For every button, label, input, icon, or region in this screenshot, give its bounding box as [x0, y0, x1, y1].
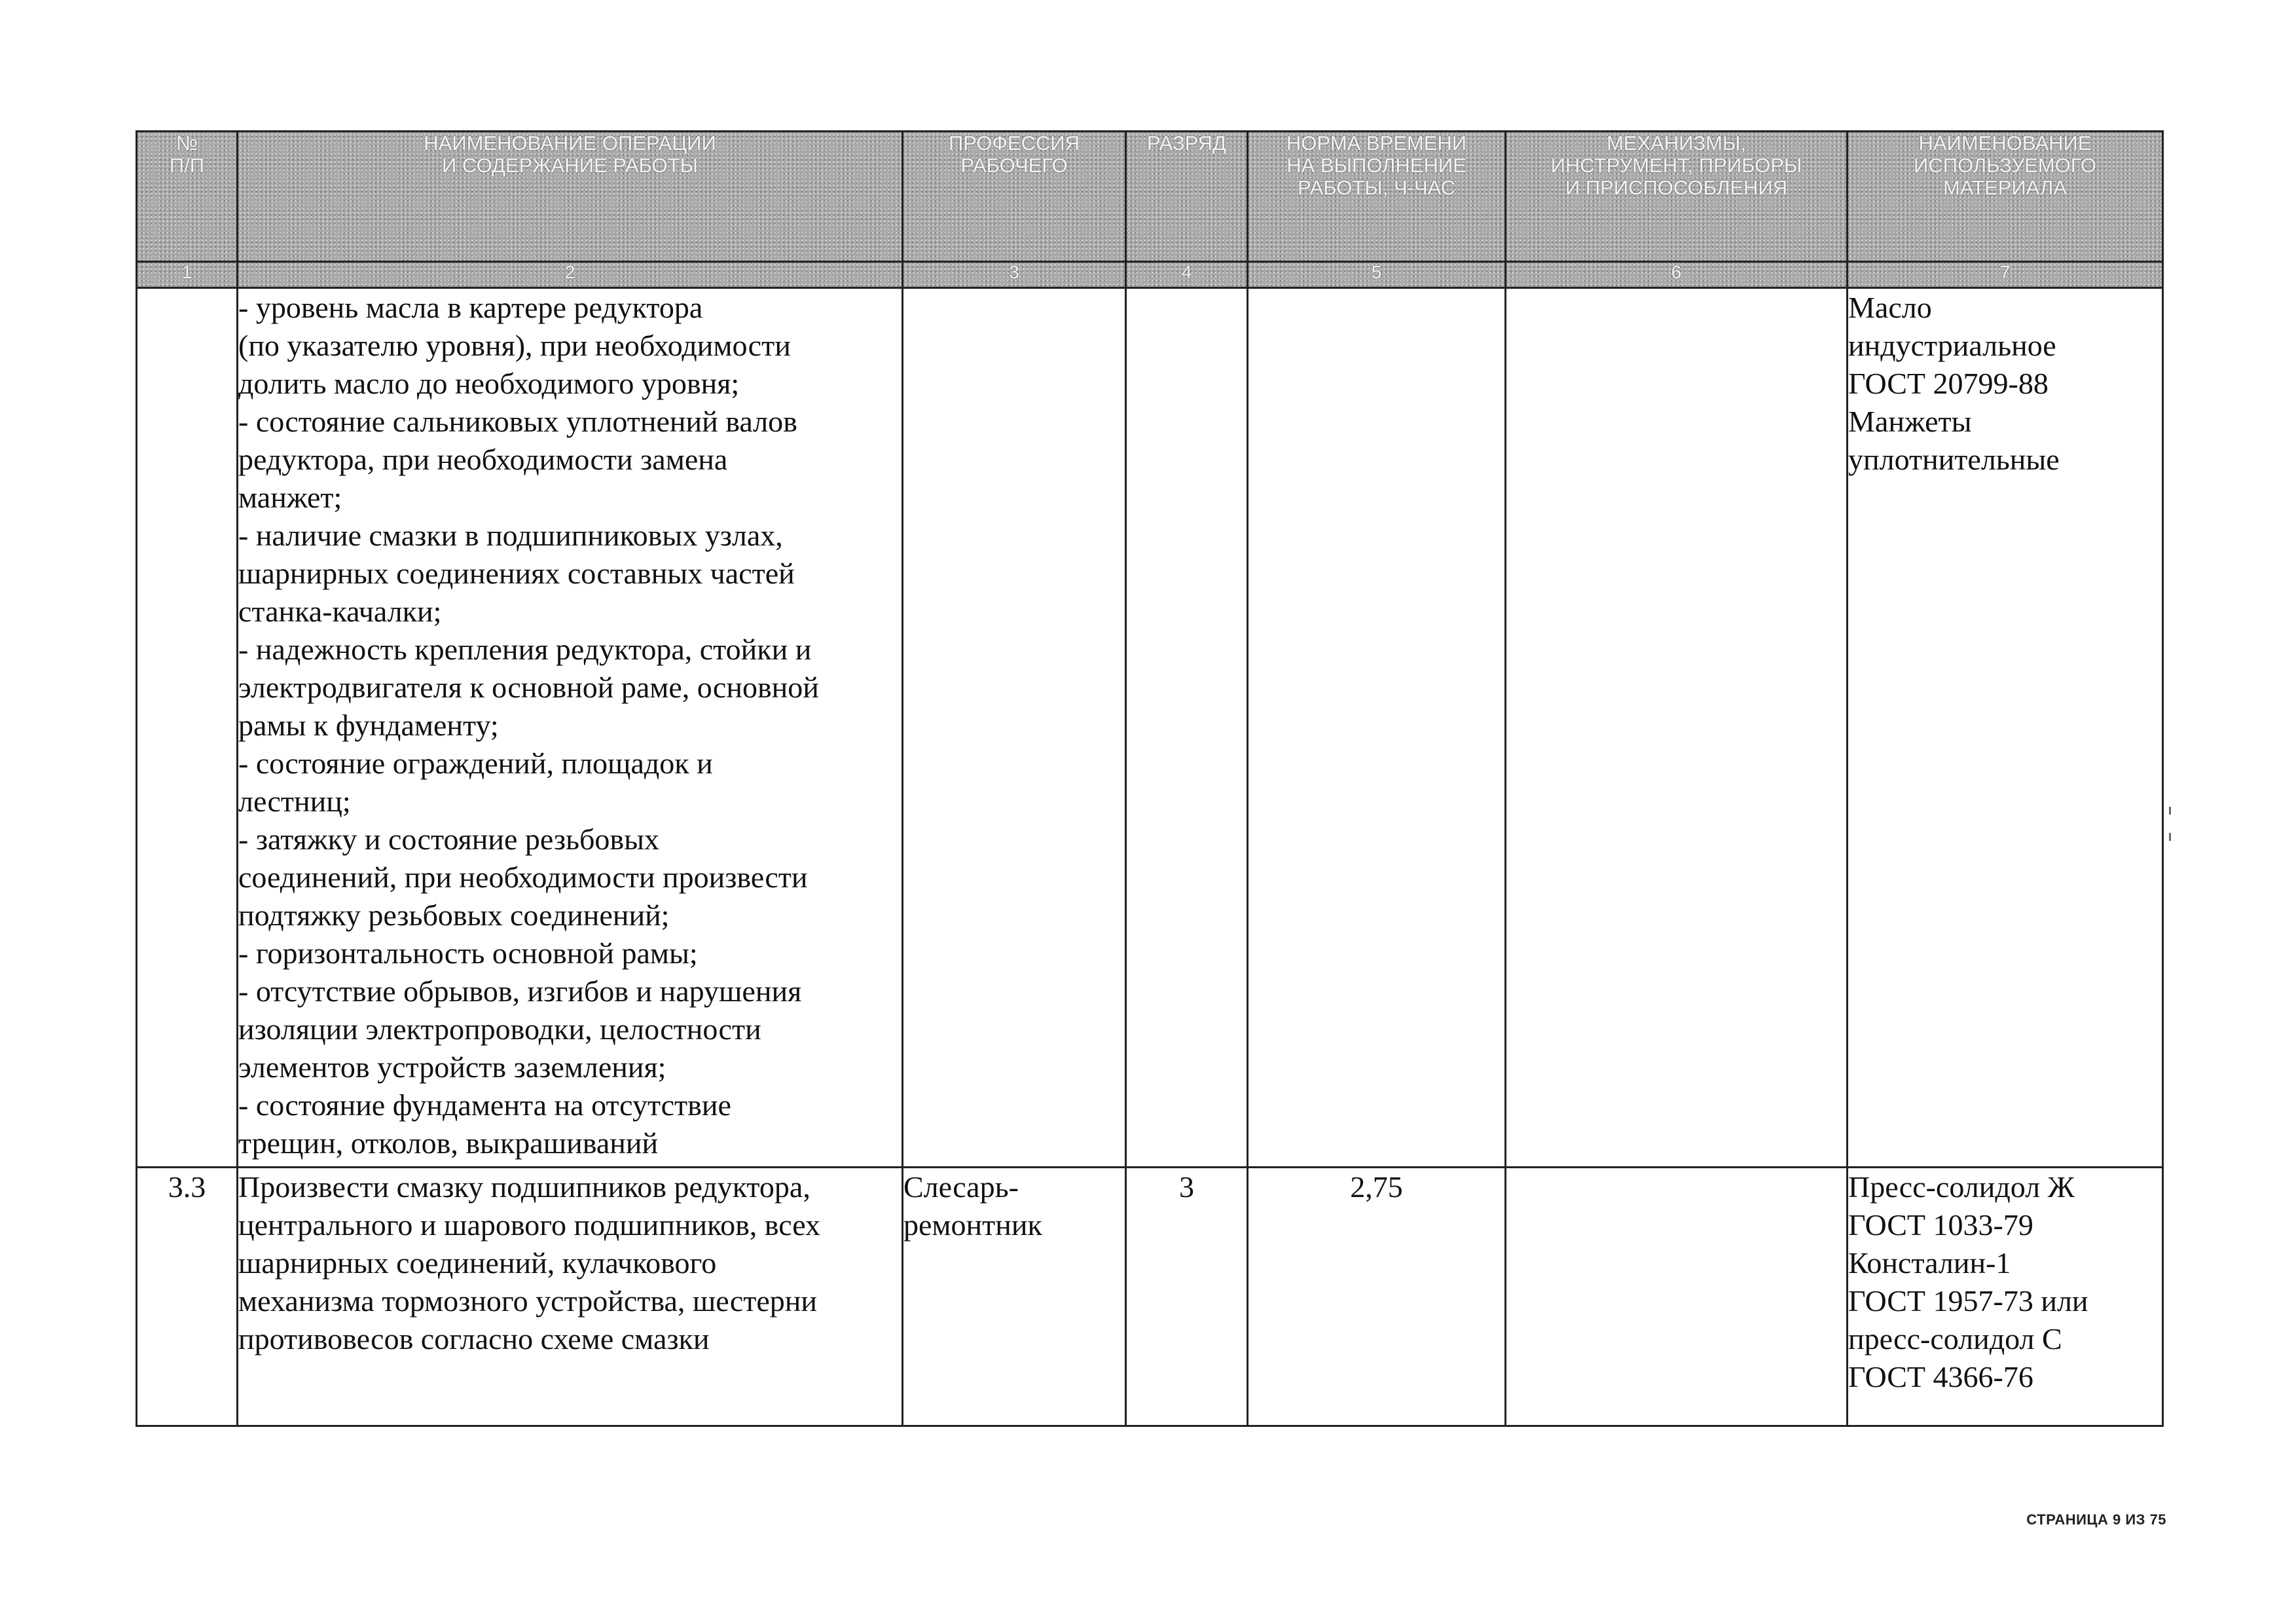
- column-number-row: [137, 262, 2163, 288]
- header-num: № П/П: [137, 132, 238, 262]
- profession-line: Слесарь-: [903, 1170, 1019, 1204]
- material-line: ГОСТ 20799-88: [1848, 367, 2049, 400]
- profession-cell: [903, 1168, 1126, 1426]
- text-line: элементов устройств заземления;: [238, 1050, 666, 1084]
- grade-cell: [1126, 288, 1248, 1168]
- row-number: [137, 288, 238, 1168]
- text-line: манжет;: [238, 481, 342, 514]
- material-line: ГОСТ 1033-79: [1848, 1208, 2033, 1242]
- header-profession: ПРОФЕССИЯ РАБОЧЕГО: [903, 132, 1126, 262]
- tools-cell: [1506, 1168, 1848, 1426]
- column-number: 3: [903, 262, 1126, 288]
- time-norm-cell: 2,75: [1248, 1168, 1506, 1426]
- grade-cell: 3: [1126, 1168, 1248, 1426]
- tools-cell: [1506, 288, 1848, 1168]
- column-number: 4: [1126, 262, 1248, 288]
- material-cell: [1848, 1168, 2163, 1426]
- material-line: индустриальное: [1848, 329, 2056, 362]
- column-number: 6: [1506, 262, 1848, 288]
- table-row: [137, 288, 2163, 1168]
- text-line: - затяжку и состояние резьбовых: [238, 822, 660, 856]
- margin-mark: [2169, 833, 2171, 841]
- text-line: подтяжку резьбовых соединений;: [238, 898, 670, 932]
- text-line: - горизонтальность основной рамы;: [238, 936, 698, 970]
- text-line: изоляции электропроводки, целостности: [238, 1012, 761, 1046]
- row-number: 3.3: [137, 1168, 238, 1426]
- operation-description: [238, 288, 903, 1168]
- text-line: долить масло до необходимого уровня;: [238, 367, 740, 400]
- page-number-footer: СТРАНИЦА 9 ИЗ 75: [2026, 1511, 2166, 1528]
- material-line: Манжеты: [1848, 405, 1972, 438]
- operations-table: [136, 130, 2164, 1427]
- column-number: 2: [238, 262, 903, 288]
- material-cell: [1848, 288, 2163, 1168]
- text-line: редуктора, при необходимости замена: [238, 443, 728, 476]
- text-line: соединений, при необходимости произвести: [238, 860, 808, 894]
- text-line: механизма тормозного устройства, шестерни: [238, 1284, 818, 1318]
- text-line: электродвигателя к основной раме, основной: [238, 671, 819, 704]
- text-line: Произвести смазку подшипников редуктора,: [238, 1170, 811, 1204]
- text-line: лестниц;: [238, 784, 351, 818]
- text-line: - состояние ограждений, площадок и: [238, 747, 713, 780]
- column-number: 5: [1248, 262, 1506, 288]
- header-grade: РАЗРЯД: [1126, 132, 1248, 262]
- header-time-norm: НОРМА ВРЕМЕНИ НА ВЫПОЛНЕНИЕ РАБОТЫ, Ч-ЧАС: [1248, 132, 1506, 262]
- profession-line: ремонтник: [903, 1208, 1042, 1242]
- text-line: шарнирных соединениях составных частей: [238, 557, 795, 590]
- margin-mark: [2169, 807, 2171, 815]
- table-row: [137, 1168, 2163, 1426]
- column-number: 7: [1848, 262, 2163, 288]
- operation-description: [238, 1168, 903, 1426]
- table-header-row: [137, 132, 2163, 262]
- time-norm-cell: [1248, 288, 1506, 1168]
- column-number: 1: [137, 262, 238, 288]
- text-line: противовесов согласно схеме смазки: [238, 1322, 710, 1356]
- text-line: рамы к фундаменту;: [238, 709, 499, 742]
- text-line: центрального и шарового подшипников, всех: [238, 1208, 821, 1242]
- header-tools: МЕХАНИЗМЫ, ИНСТРУМЕНТ, ПРИБОРЫ И ПРИСПОСОБЛЕНИЯ: [1506, 132, 1848, 262]
- material-line: уплотнительные: [1848, 443, 2060, 476]
- text-line: - уровень масла в картере редуктора: [238, 291, 703, 324]
- text-line: трещин, отколов, выкрашиваний: [238, 1126, 659, 1160]
- text-line: - состояние фундамента на отсутствие: [238, 1088, 731, 1122]
- text-line: - наличие смазки в подшипниковых узлах,: [238, 519, 783, 552]
- material-line: ГОСТ 4366-76: [1848, 1360, 2033, 1393]
- material-line: пресс-солидол С: [1848, 1322, 2062, 1356]
- material-line: Масло: [1848, 291, 1932, 324]
- text-line: (по указателю уровня), при необходимости: [238, 329, 791, 362]
- header-material: НАИМЕНОВАНИЕ ИСПОЛЬЗУЕМОГО МАТЕРИАЛА: [1848, 132, 2163, 262]
- text-line: станка-качалки;: [238, 595, 442, 628]
- material-line: Пресс-солидол Ж: [1848, 1170, 2075, 1204]
- profession-cell: [903, 288, 1126, 1168]
- text-line: - отсутствие обрывов, изгибов и нарушения: [238, 974, 802, 1008]
- text-line: - состояние сальниковых уплотнений валов: [238, 405, 797, 438]
- material-line: Консталин-1: [1848, 1246, 2011, 1280]
- material-line: ГОСТ 1957-73 или: [1848, 1284, 2088, 1318]
- text-line: шарнирных соединений, кулачкового: [238, 1246, 717, 1280]
- header-operation: НАИМЕНОВАНИЕ ОПЕРАЦИИ И СОДЕРЖАНИЕ РАБОТЫ: [238, 132, 903, 262]
- text-line: - надежность крепления редуктора, стойки и: [238, 633, 812, 666]
